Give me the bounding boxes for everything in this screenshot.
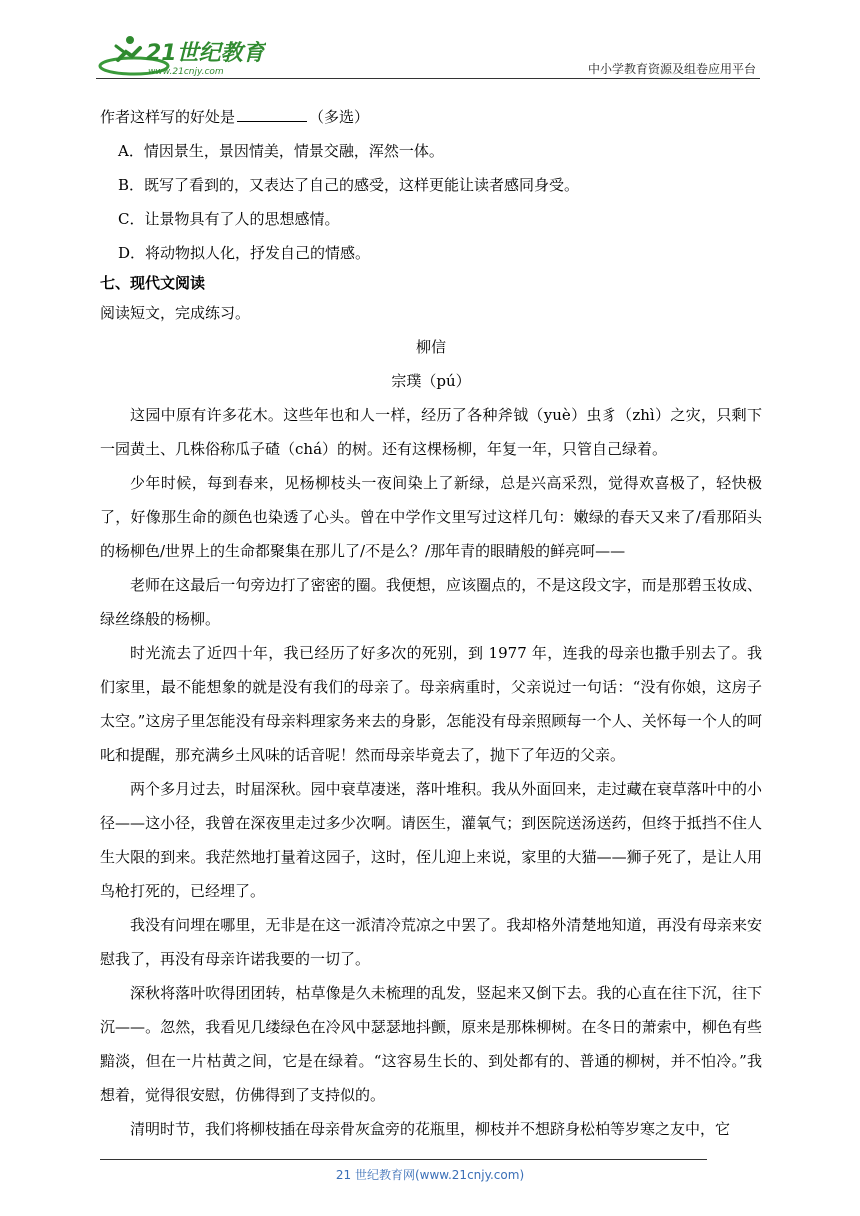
site-name: 中小学教育资源及组卷应用平台 [587,62,756,76]
section-title: 七、现代文阅读 [100,274,206,292]
question-prompt-suffix: （多选） [309,108,370,126]
question-prompt-text: 作者这样写的好处是 [100,108,236,126]
option-d: D．将动物拟人化，抒发自己的情感。 [118,244,371,262]
article-paragraph: 两个多月过去，时届深秋。园中衰草凄迷，落叶堆积。我从外面回来，走过藏在衰草落叶中的小径——这小径，我曾在深夜里走过多少次啊。请医生，灌氧气；到医院送汤送药，但终于抵挡不住人生大限的到来。我茫然地打量着这园子，这时，侄儿迎上来说，家里的大猫——狮子死了，是让人用鸟枪打死的，已经埋了。 [100,780,762,900]
article-paragraph: 清明时节，我们将柳枝插在母亲骨灰盒旁的花瓶里，柳枝并不想跻身松柏等岁寒之友中，它 [130,1120,731,1138]
document-body [100,100,762,1146]
article-paragraph: 时光流去了近四十年，我已经历了好多次的死别，到 1977 年，连我的母亲也撒手别去了。我们家里，最不能想象的就是没有我们的母亲了。母亲病重时，父亲说过一句话：“没有你娘，这房子太空。”这房子里怎能没有母亲料理家务来去的身影，怎能没有母亲照顾每一个人、关怀每一个人的呵叱和提醒，那充满乡土风味的话音呢！然而母亲毕竟去了，抛下了年迈的父亲。 [100,644,762,764]
footer-divider [100,1159,707,1160]
article-paragraph: 深秋将落叶吹得团团转，枯草像是久未梳理的乱发，竖起来又倒下去。我的心直在往下沉，往下沉——。忽然，我看见几缕绿色在冷风中瑟瑟地抖颤，原来是那株柳树。在冬日的萧索中，柳色有些黯淡，但在一片枯黄之间，它是在绿着。“这容易生长的、到处都有的、普通的柳树，并不怕冷。”我想着，觉得很安慰，仿佛得到了支持似的。 [100,984,762,1104]
header-divider [96,78,760,79]
question-prompt [100,100,762,134]
logo-text: 21世纪教育 [146,41,265,66]
option-a: A．情因景生，景因情美，情景交融，浑然一体。 [118,142,444,160]
logo-url: www.21cnjy.com [148,67,224,77]
option-b: B．既写了看到的，又表达了自己的感受，这样更能让读者感同身受。 [118,176,580,194]
article-paragraph: 我没有问埋在哪里，无非是在这一派清冷荒凉之中罢了。我却格外清楚地知道，再没有母亲来安慰我了，再没有母亲许诺我要的一切了。 [100,916,762,968]
article-paragraph: 这园中原有许多花木。这些年也和人一样，经历了各种斧钺（yuè）虫豸（zhì）之灾，只剩下一园黄土、几株俗称瓜子碴（chá）的树。还有这棵杨柳，年复一年，只管自己绿着。 [100,406,762,458]
section-instruction: 阅读短文，完成练习。 [100,304,251,322]
answer-blank[interactable] [237,105,307,122]
page-header [96,30,760,80]
footer-link[interactable]: 21 世纪教育网(www.21cnjy.com) [335,1168,525,1182]
article-paragraph: 少年时候，每到春来，见杨柳枝头一夜间染上了新绿，总是兴高采烈，觉得欢喜极了，轻快极了，好像那生命的颜色也染透了心头。曾在中学作文里写过这样几句：嫩绿的春天又来了/看那陌头的杨柳色/世界上的生命都聚集在那儿了/不是么？/那年青的眼睛般的鲜亮呵—— [100,474,762,560]
article-paragraph: 老师在这最后一句旁边打了密密的圈。我便想，应该圈点的，不是这段文字，而是那碧玉妆成、绿丝绦般的杨柳。 [100,576,762,628]
article-author: 宗璞（pú） [391,372,471,390]
site-logo [96,30,266,78]
option-c: C．让景物具有了人的思想感情。 [118,210,340,228]
article-title: 柳信 [415,338,446,356]
